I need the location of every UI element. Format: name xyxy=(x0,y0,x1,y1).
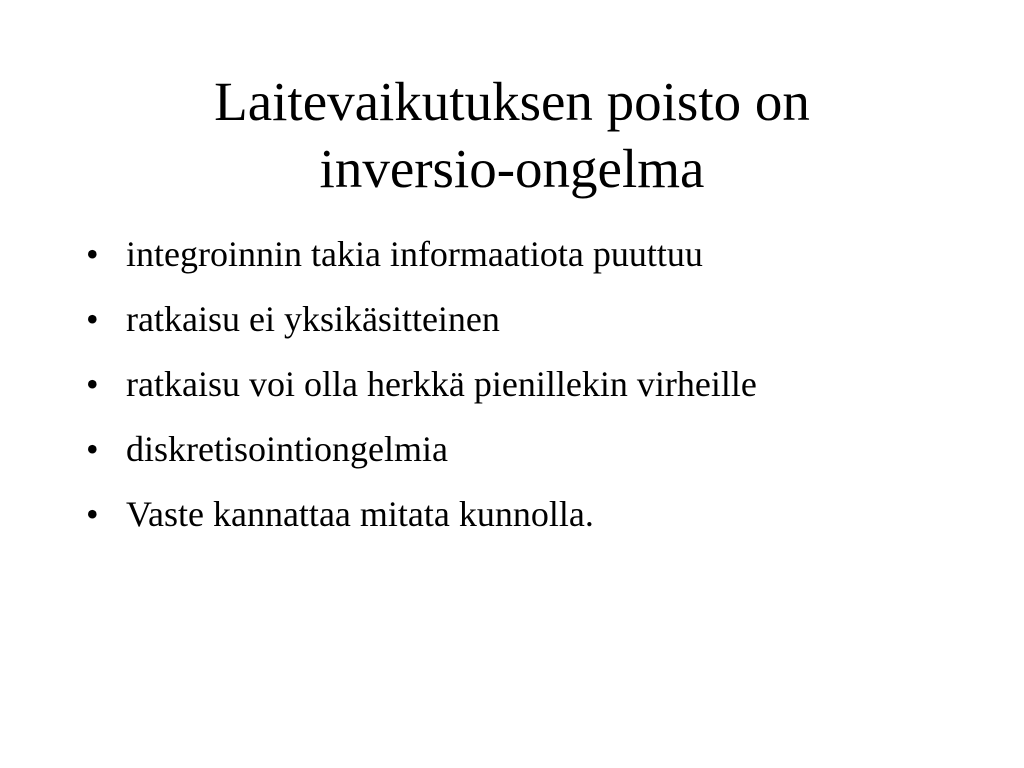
bullet-item xyxy=(86,232,986,276)
bullet-icon: • xyxy=(86,494,99,534)
bullet-item xyxy=(86,362,986,406)
bullet-text: diskretisointiongelmia xyxy=(126,429,448,469)
bullet-item xyxy=(86,492,986,536)
bullet-item xyxy=(86,297,986,341)
bullet-icon: • xyxy=(86,429,99,469)
bullet-icon: • xyxy=(86,299,99,339)
slide-title-line-2: inversio-ongelma xyxy=(319,138,705,199)
bullet-item xyxy=(86,427,986,471)
bullet-text: ratkaisu ei yksikäsitteinen xyxy=(126,299,500,339)
bullet-text: integroinnin takia informaatiota puuttuu xyxy=(126,234,703,274)
slide-title-line-1: Laitevaikutuksen poisto on xyxy=(214,71,810,132)
slide-title xyxy=(0,68,1024,202)
bullet-text: ratkaisu voi olla herkkä pienillekin virheille xyxy=(126,364,757,404)
bullet-text: Vaste kannattaa mitata kunnolla. xyxy=(126,494,594,534)
bullet-icon: • xyxy=(86,364,99,404)
bullet-icon: • xyxy=(86,234,99,274)
bullet-list xyxy=(86,232,986,557)
